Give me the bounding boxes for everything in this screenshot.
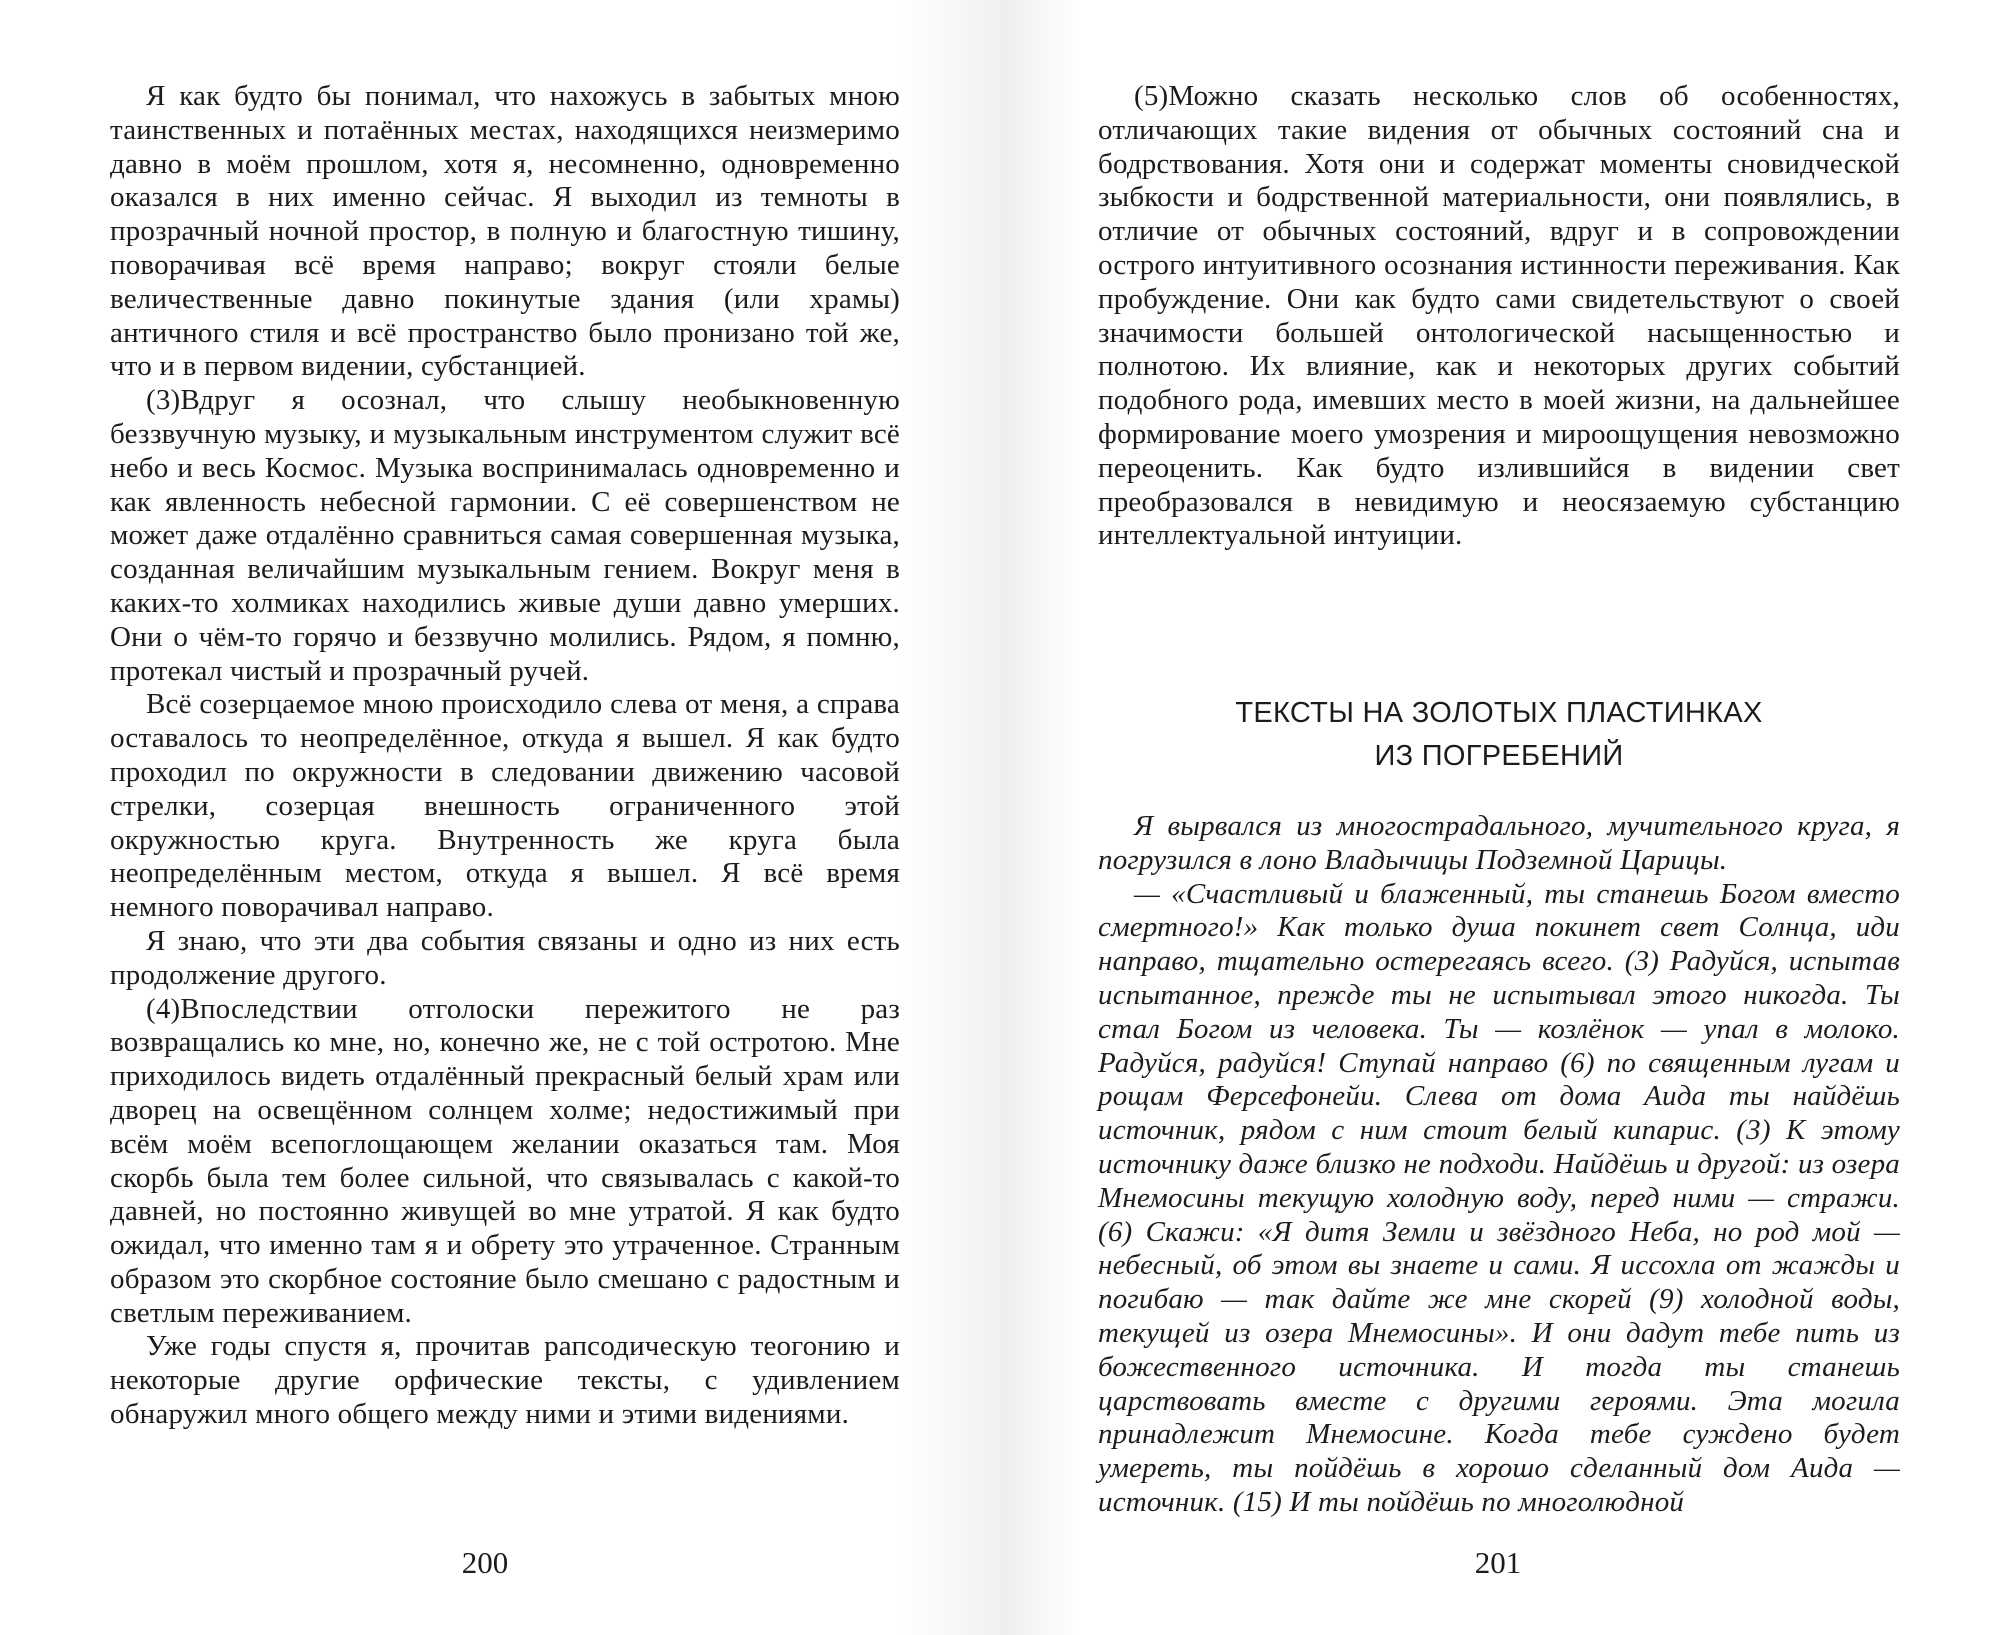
left-page-text <box>110 80 900 1432</box>
section-heading <box>1098 692 1900 778</box>
golden-tablets-text <box>1098 810 1900 1520</box>
heading-line: ТЕКСТЫ НА ЗОЛОТЫХ ПЛАСТИНКАХ <box>1235 697 1763 729</box>
paragraph: Уже годы спустя я, прочитав рапсодическую теогонию и некоторые другие орфические тексты, с удивлением обнаружил много общего между ними и этими видениями. <box>110 1330 900 1431</box>
paragraph: Я как будто бы понимал, что нахожусь в забытых мною таинственных и потаённых местах, находящихся неизмеримо давно в моём прошлом, хотя я, несомненно, одновременно оказался в них именно сейчас. Я выходил из темноты в прозрачный ночной простор, в полную и благостную тишину, поворачивая всё время направо; вокруг стояли белые величественные давно покинутые здания (или храмы) античного стиля и всё пространство было пронизано той же, что и в первом видении, субстанцией. <box>110 80 900 383</box>
paragraph: (5)Можно сказать несколько слов об особенностях, отличающих такие видения от обычных состояний сна и бодрствования. Хотя они и содержат моменты сновидческой зыбкости и бодрственной материальности, они появлялись, в отличие от обычных состояний, вдруг и в сопровождении острого интуитивного осознания истинности переживания. Как пробуждение. Они как будто сами свидетельствуют о своей значимости большей онтологической насыщенностью и полнотою. Их влияние, как и некоторых других событий подобного рода, имевших место в моей жизни, на дальнейшее формирование моего умозрения и мироощущения невозможно переоценить. Как будто излившийся в видении свет преобразовался в невидимую и неосязаемую субстанцию интеллектуальной интуиции. <box>1098 80 1900 552</box>
paragraph: Я вырвался из многострадального, мучительного круга, я погрузился в лоно Владычицы Подземной Царицы. <box>1098 810 1900 876</box>
page-number-right: 201 <box>1474 1545 1522 1580</box>
page-number-left: 200 <box>461 1545 509 1580</box>
paragraph: — «Счастливый и блаженный, ты станешь Богом вместо смертного!» Как только душа покинет свет Солнца, иди направо, тщательно остерегаясь всего. (3) Радуйся, испытав испытанное, прежде ты не испытывал этого никогда. Ты стал Богом из человека. Ты — козлёнок — упал в молоко. Радуйся, радуйся! Ступай направо (6) по священным лугам и рощам Ферсефонейи. Слева от дома Аида ты найдёшь источник, рядом с ним стоит белый кипарис. (3) К этому источнику даже близко не подходи. Найдёшь и другой: из озера Мнемосины текущую холодную воду, перед ними — стражи. (6) Скажи: «Я дитя Земли и звёздного Неба, но род мой — небесный, об этом вы знаете и сами. Я иссохла от жажды и погибаю — так дайте же мне скорей (9) холодной воды, текущей из озера Мнемосины». И они дадут тебе пить из божественного источника. И тогда ты станешь царствовать вместе с другими героями. Эта могила принадлежит Мнемосине. Когда тебе суждено будет умереть, ты пойдёшь в хорошо сделанный дом Аида — источник. (15) И ты пойдёшь по многолюдной <box>1098 877 1900 1518</box>
paragraph: (4)Впоследствии отголоски пережитого не раз возвращались ко мне, но, конечно же, не с той остротою. Мне приходилось видеть отдалённый прекрасный белый храм или дворец на освещённом солнцем холме; недостижимый при всём моём всепоглощающем желании оказаться там. Моя скорбь была тем более сильной, что связывалась с какой-то давней, но постоянно живущей во мне утратой. Я как будто ожидал, что именно там я и обрету это утраченное. Странным образом это скорбное состояние было смешано с радостным и светлым переживанием. <box>110 992 900 1329</box>
heading-line: ИЗ ПОГРЕБЕНИЙ <box>1374 740 1624 772</box>
right-page-intro <box>1098 80 1900 553</box>
right-page <box>1000 0 2000 1635</box>
paragraph: Всё созерцаемое мною происходило слева от меня, а справа оставалось то неопределённое, откуда я вышел. Я как будто проходил по окружности в следовании движению часовой стрелки, созерцая внешность ограниченного этой окружностью круга. Внутренность же круга была неопределённым местом, откуда я вышел. Я всё время немного поворачивал направо. <box>110 688 900 924</box>
paragraph: Я знаю, что эти два события связаны и одно из них есть продолжение другого. <box>110 924 900 991</box>
paragraph: (3)Вдруг я осознал, что слышу необыкновенную беззвучную музыку, и музыкальным инструментом служит всё небо и весь Космос. Музыка воспринималась одновременно и как явленность небесной гармонии. С её совершенством не может даже отдалённо сравниться самая совершенная музыка, созданная величайшим музыкальным гением. Вокруг меня в каких-то холмиках находились живые души давно умерших. Они о чём-то горячо и беззвучно молились. Рядом, я помню, протекал чистый и прозрачный ручей. <box>110 384 900 687</box>
